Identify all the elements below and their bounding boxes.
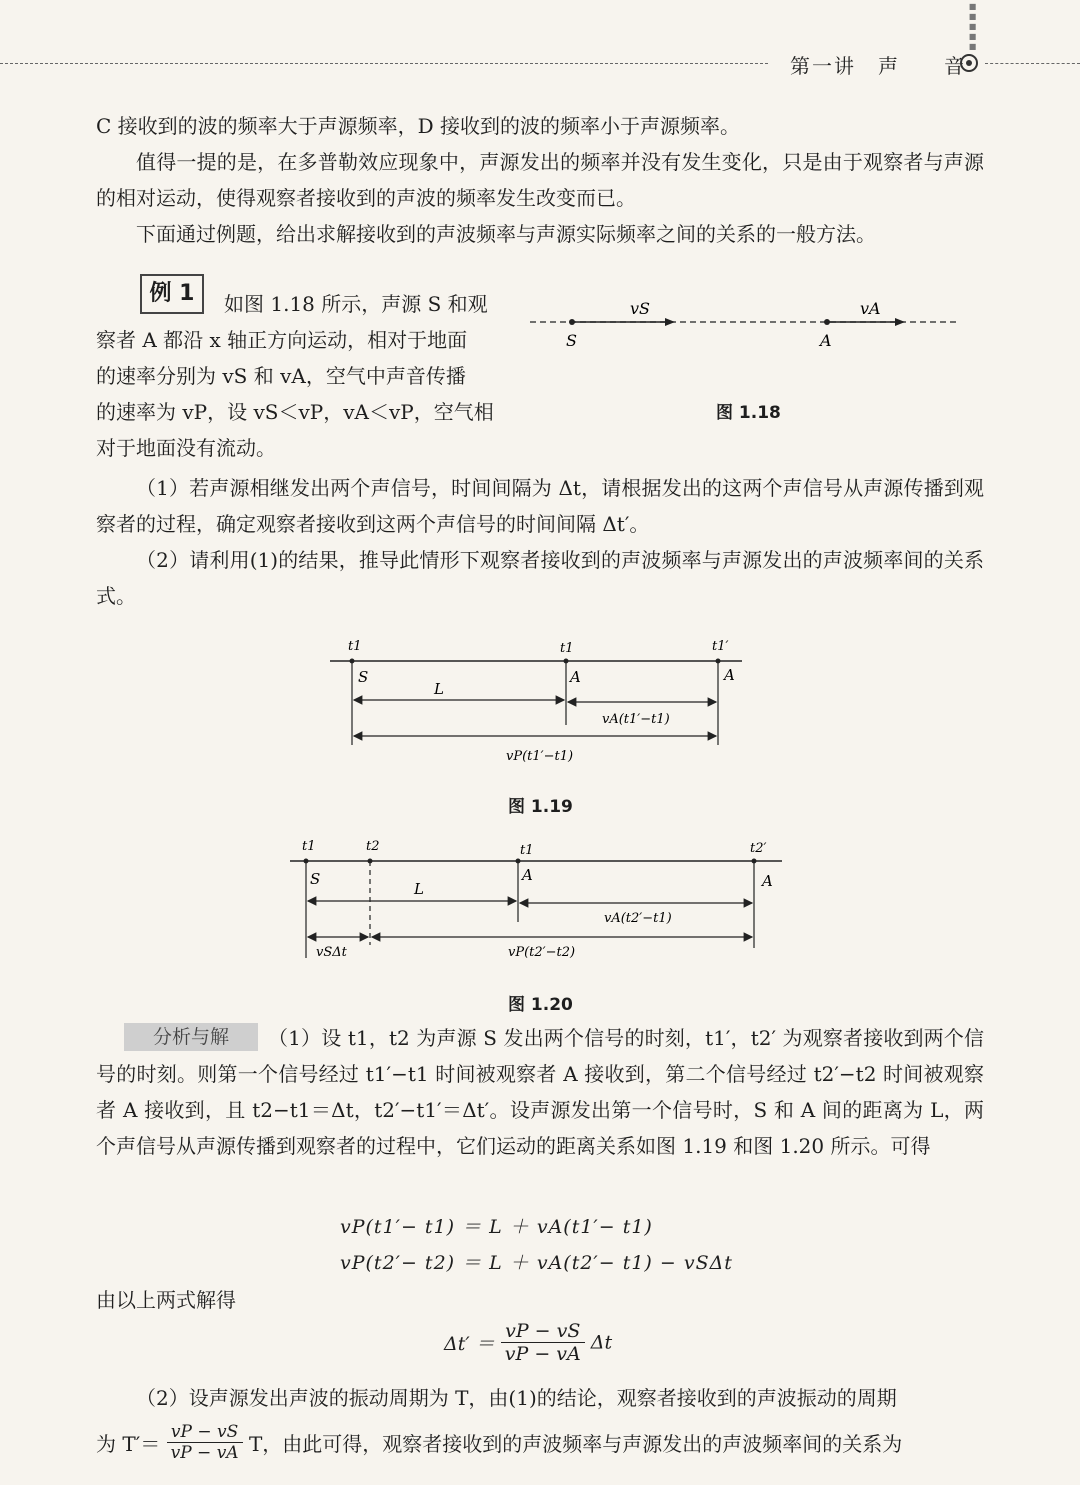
t-label-1: t1 xyxy=(348,639,362,654)
chapter-title: 第一讲 声 音 xyxy=(790,54,966,78)
eq3-lhs: Δt′ ＝ xyxy=(444,1333,495,1355)
point-a-prime: A xyxy=(724,666,735,684)
equation-1: vP(t1′− t1) ＝ L ＋ vA(t1′− t1) xyxy=(340,1216,653,1238)
t-label-2: t1 xyxy=(560,641,574,656)
vp-span-label: vP(t2′−t2) xyxy=(508,945,576,960)
t-label-1: t1 xyxy=(302,839,316,854)
va-span-label: vA(t1′−t1) xyxy=(602,712,670,727)
va-span-label: vA(t2′−t1) xyxy=(604,911,672,926)
eq3-fraction xyxy=(501,1320,585,1365)
figure-1-20 xyxy=(290,830,790,970)
source-dot xyxy=(569,319,575,325)
edge-marks: ■■■■■ xyxy=(968,2,977,52)
point-s: S xyxy=(310,870,321,888)
paragraph-3: 下面通过例题，给出求解接收到的声波频率与声源实际频率之间的关系的一般方法。 xyxy=(136,222,876,246)
t-label-3: t1 xyxy=(520,843,534,858)
solve-text: 由以上两式解得 xyxy=(96,1288,236,1312)
example-line-2: 察者 A 都沿 x 轴正方向运动，相对于地面 xyxy=(96,328,468,352)
part2-fraction xyxy=(167,1422,243,1463)
figure-1-19 xyxy=(330,630,760,780)
part2-line2 xyxy=(96,1422,902,1463)
solution-label: 分析与解 xyxy=(124,1023,258,1051)
solution-text: （1）设 t1，t2 为声源 S 发出两个信号的时刻，t1′，t2′ 为观察者接收到两个信号的时刻。则第一个信号经过 t1′−t1 时间被观察者 A 接收到，第二个信号经过 t2′−t2 时间被观察者 A 接收到，且 t2−t1＝Δt，t2′−t1′＝Δt′。设声源发出第一个信号时，S 和 A 间的距离为 L，两个声信号从声源传播到观察者的过程中，它们运动的距离关系如图 1.19 和图 1.20 所示。可得 xyxy=(96,1026,984,1158)
point-a: A xyxy=(570,668,581,686)
observer-dot xyxy=(824,319,830,325)
eq3-denominator: vP − vA xyxy=(504,1343,581,1365)
va-label: vA xyxy=(860,299,881,318)
a-label: A xyxy=(820,331,832,350)
equation-2: vP(t2′− t2) ＝ L ＋ vA(t2′− t1) − vSΔt xyxy=(340,1252,733,1274)
paragraph-2: 值得一提的是，在多普勒效应现象中，声源发出的频率并没有发生变化，只是由于观察者与声源的相对运动，使得观察者接收到的声波的频率发生改变而已。 xyxy=(96,150,984,210)
eq3-tail: Δt xyxy=(590,1331,613,1354)
paragraph-1: C 接收到的波的频率大于声源频率，D 接收到的波的频率小于声源频率。 xyxy=(96,114,741,138)
t-label-4: t2′ xyxy=(750,841,767,856)
vs-span-label: vSΔt xyxy=(316,945,347,960)
eq3-numerator: vP − vS xyxy=(501,1320,585,1343)
point-s: S xyxy=(358,668,369,686)
figure-1-20-caption: 图 1.20 xyxy=(508,995,573,1015)
equation-3 xyxy=(444,1320,612,1365)
header-rule-right xyxy=(985,63,1080,64)
vp-span-label: vP(t1′−t1) xyxy=(506,749,574,764)
header-rule xyxy=(0,63,768,64)
vs-arrowhead-icon xyxy=(665,318,675,326)
L-label: L xyxy=(434,680,444,698)
va-arrowhead-icon xyxy=(895,318,905,326)
point-a: A xyxy=(522,866,533,884)
figure-1-18-caption: 图 1.18 xyxy=(716,403,781,423)
question-2: （2）请利用(1)的结果，推导此情形下观察者接收到的声波频率与声源发出的声波频率间的关系式。 xyxy=(96,548,984,608)
part2-line1: （2）设声源发出声波的振动周期为 T，由(1)的结论，观察者接收到的声波振动的周期 xyxy=(136,1386,897,1410)
question-1: （1）若声源相继发出两个声信号，时间间隔为 Δt，请根据发出的这两个声信号从声源传播到观察者的过程，确定观察者接收到这两个声信号的时间间隔 Δt′。 xyxy=(96,476,984,536)
part2-rest: T，由此可得，观察者接收到的声波频率与声源发出的声波频率间的关系为 xyxy=(248,1432,903,1456)
example-line-3: 的速率分别为 vS 和 vA，空气中声音传播 xyxy=(96,364,466,388)
s-label: S xyxy=(566,331,577,350)
example-line-1: 如图 1.18 所示，声源 S 和观 xyxy=(224,292,488,316)
figure-1-19-caption: 图 1.19 xyxy=(508,797,573,817)
part2-numerator: vP − vS xyxy=(167,1422,243,1443)
part2-denominator: vP − vA xyxy=(170,1443,239,1463)
L-label: L xyxy=(414,880,424,898)
t-label-3: t1′ xyxy=(712,639,729,654)
vs-label: vS xyxy=(630,299,650,318)
example-line-5: 对于地面没有流动。 xyxy=(96,436,276,460)
part2-prefix: 为 T′＝ xyxy=(96,1432,161,1456)
point-a-prime: A xyxy=(762,872,773,890)
header-bullet-icon xyxy=(960,54,978,72)
t-label-2: t2 xyxy=(366,839,380,854)
example-badge: 例 1 xyxy=(140,274,204,314)
example-line-4: 的速率为 vP，设 vS＜vP，vA＜vP，空气相 xyxy=(96,400,494,424)
